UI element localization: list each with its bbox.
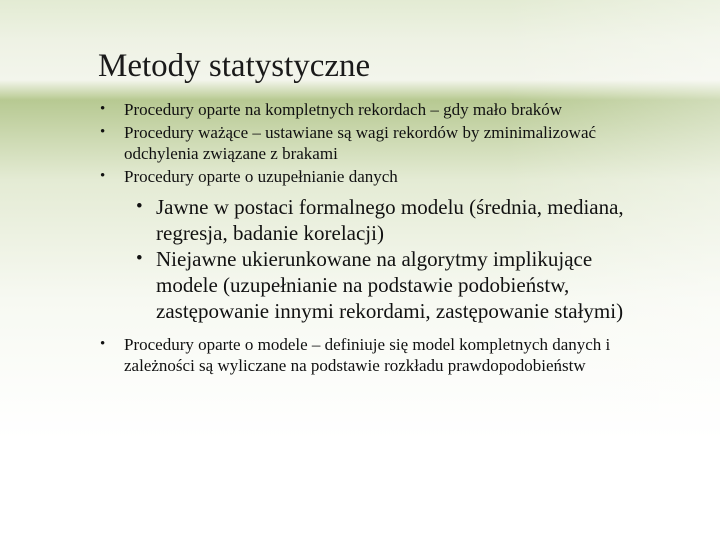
- sub-bullet-icon: •: [136, 196, 143, 217]
- bullet-text: Procedury oparte o uzupełnianie danych: [124, 167, 398, 186]
- bullet-list: [98, 99, 658, 378]
- bullet-text: Procedury oparte na kompletnych rekordach – gdy mało braków: [124, 100, 563, 119]
- sub-bullet-text: Jawne w postaci formalnego modelu (średnia, mediana, regresja, badanie korelacji): [156, 195, 624, 245]
- bullet-item: [98, 334, 658, 376]
- bullet-text: Procedury ważące – ustawiane są wagi rekordów by zminimalizować odchylenia związane z brakami: [124, 123, 597, 163]
- bullet-item: [98, 166, 658, 187]
- sub-bullet-item: [136, 194, 656, 246]
- bullet-icon: •: [100, 124, 106, 140]
- bullet-icon: •: [100, 101, 106, 117]
- bullet-item: [98, 122, 658, 164]
- slide-title: Metody statystyczne: [98, 48, 371, 84]
- sub-bullet-item: [136, 246, 656, 324]
- sub-bullet-text: Niejawne ukierunkowane na algorytmy implikujące modele (uzupełnianie na podstawie podobieństw, zastępowanie innymi rekordami, zastępowanie stałymi): [156, 247, 624, 323]
- sub-bullet-list: [136, 194, 656, 324]
- sub-bullet-icon: •: [136, 248, 143, 269]
- bullet-icon: •: [100, 336, 106, 352]
- bullet-icon: •: [100, 168, 106, 184]
- bullet-text: Procedury oparte o modele – definiuje się model kompletnych danych i zależności są wyliczane na podstawie rozkładu prawdopodobieństw: [124, 335, 611, 375]
- bullet-item: [98, 99, 658, 120]
